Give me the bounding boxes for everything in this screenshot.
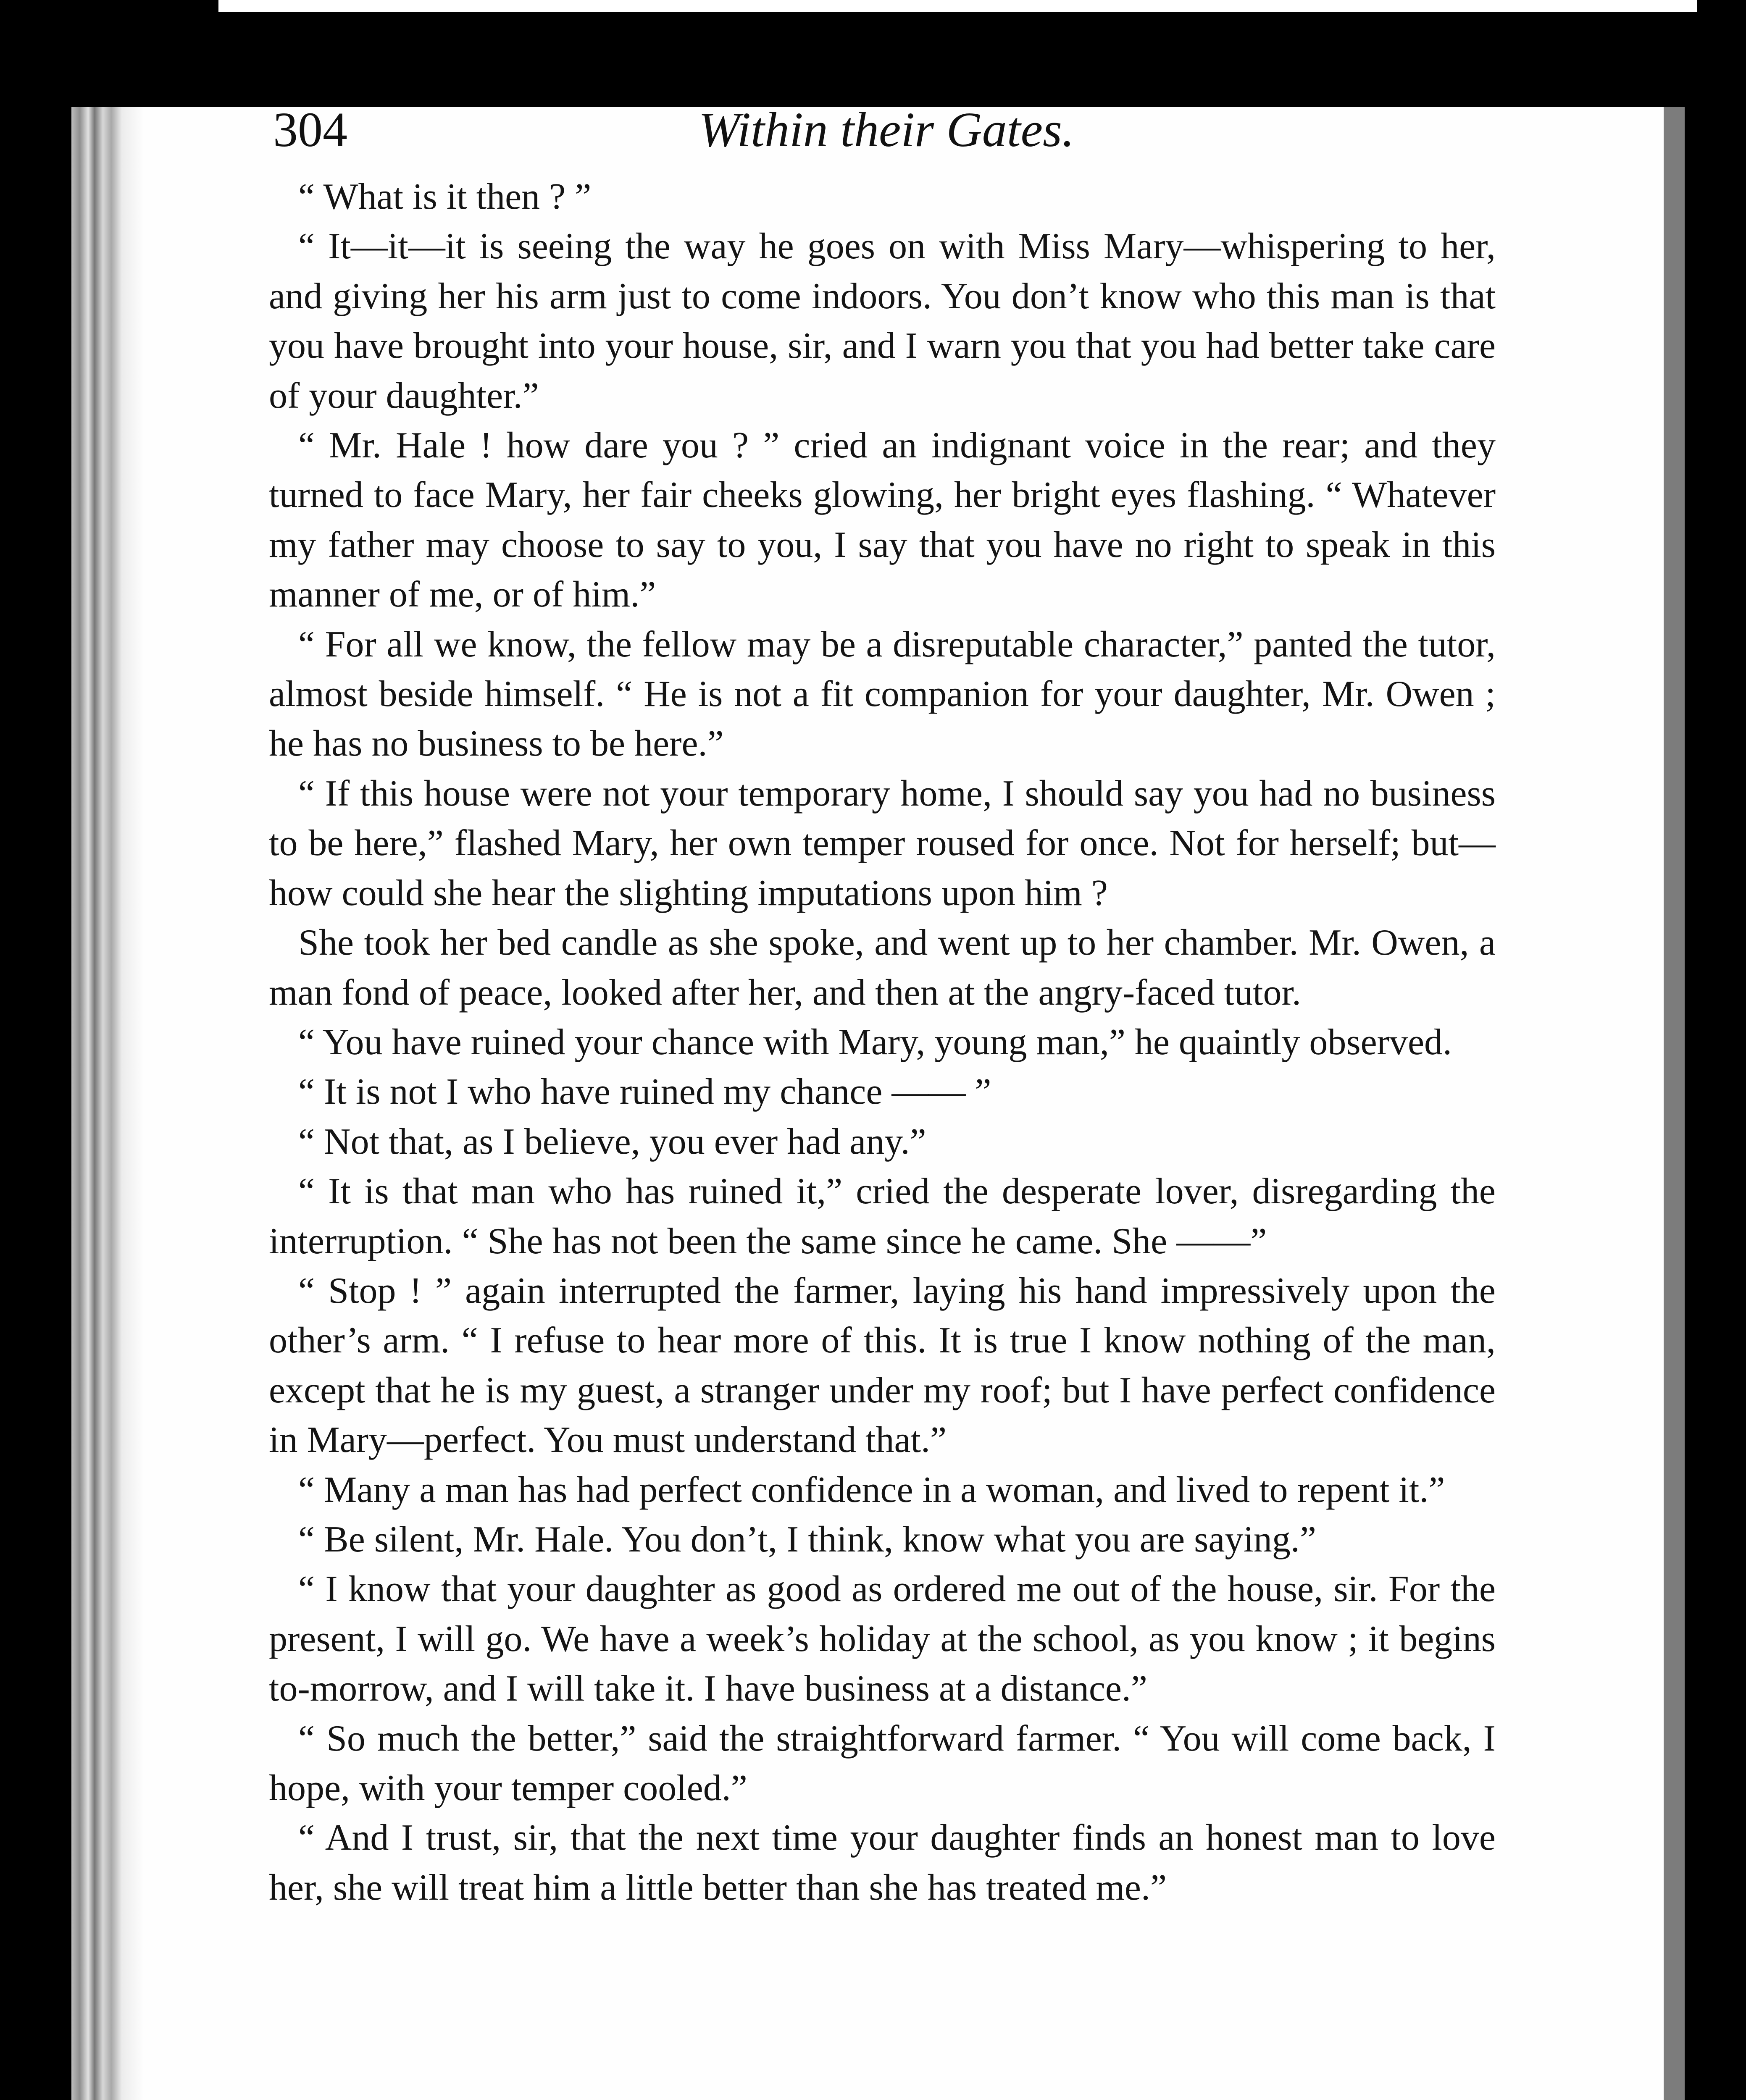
book-spine-shadow xyxy=(71,107,143,2100)
paragraph: “ It is that man who has ruined it,” cried the desperate lover, disregarding the interruption. “ She has not been the same since he came. She ——” xyxy=(269,1171,1496,1262)
paragraph: “ It—it—it is seeing the way he goes on with Miss Mary—whispering to her, and giving her his arm just to come indoors. You don’t know who this man is that you have brought into your house, sir, and I warn you that you had better take care of your daughter.” xyxy=(269,226,1496,416)
paragraph: “ What is it then ? ” xyxy=(298,176,592,217)
paragraph: “ Mr. Hale ! how dare you ? ” cried an indignant voice in the rear; and they turned to face Mary, her fair cheeks glowing, her bright eyes flashing. “ Whatever my father may choose to say to you, I say that you have no right to speak in this manner of me, or of him.” xyxy=(269,425,1496,615)
page-number: 304 xyxy=(273,102,347,157)
paragraph: “ Many a man has had perfect confidence in a woman, and lived to repent it.” xyxy=(298,1469,1445,1510)
paragraph: “ If this house were not your temporary home, I should say you had no business to be here,” flashed Mary, her own temper roused for once. Not for herself; but—how could she hear the slighting imputations upon him ? xyxy=(269,773,1496,914)
paragraph: “ It is not I who have ruined my chance —— ” xyxy=(298,1071,991,1113)
paragraph: “ Not that, as I believe, you ever had any.” xyxy=(298,1121,926,1162)
paragraph: “ Be silent, Mr. Hale. You don’t, I think, know what you are saying.” xyxy=(298,1519,1316,1560)
running-title: Within their Gates. xyxy=(698,102,1075,157)
paragraph: “ So much the better,” said the straightforward farmer. “ You will come back, I hope, with your temper cooled.” xyxy=(269,1718,1496,1809)
scan-top-edge xyxy=(218,0,1697,12)
paragraph: “ And I trust, sir, that the next time your daughter finds an honest man to love her, she will treat him a little better than she has treated me.” xyxy=(269,1817,1496,1908)
paragraph: “ You have ruined your chance with Mary, young man,” he quaintly observed. xyxy=(298,1021,1452,1063)
body-text xyxy=(269,172,1496,1913)
paragraph: She took her bed candle as she spoke, and went up to her chamber. Mr. Owen, a man fond of peace, looked after her, and then at the angry-faced tutor. xyxy=(269,922,1496,1013)
paragraph: “ Stop ! ” again interrupted the farmer, laying his hand impressively upon the other’s arm. “ I refuse to hear more of this. It is true I know nothing of the man, except that he is my guest, a stranger under my roof; but I have perfect confidence in Mary—perfect. You must understand that.” xyxy=(269,1270,1496,1461)
next-page-edge xyxy=(1664,107,1685,2100)
paragraph: “ I know that your daughter as good as ordered me out of the house, sir. For the present, I will go. We have a week’s holiday at the school, as you know ; it begins to-morrow, and I will take it. I have business at a distance.” xyxy=(269,1569,1496,1709)
paragraph: “ For all we know, the fellow may be a disreputable character,” panted the tutor, almost beside himself. “ He is not a fit companion for your daughter, Mr. Owen ; he has no business to be here.” xyxy=(269,624,1496,764)
